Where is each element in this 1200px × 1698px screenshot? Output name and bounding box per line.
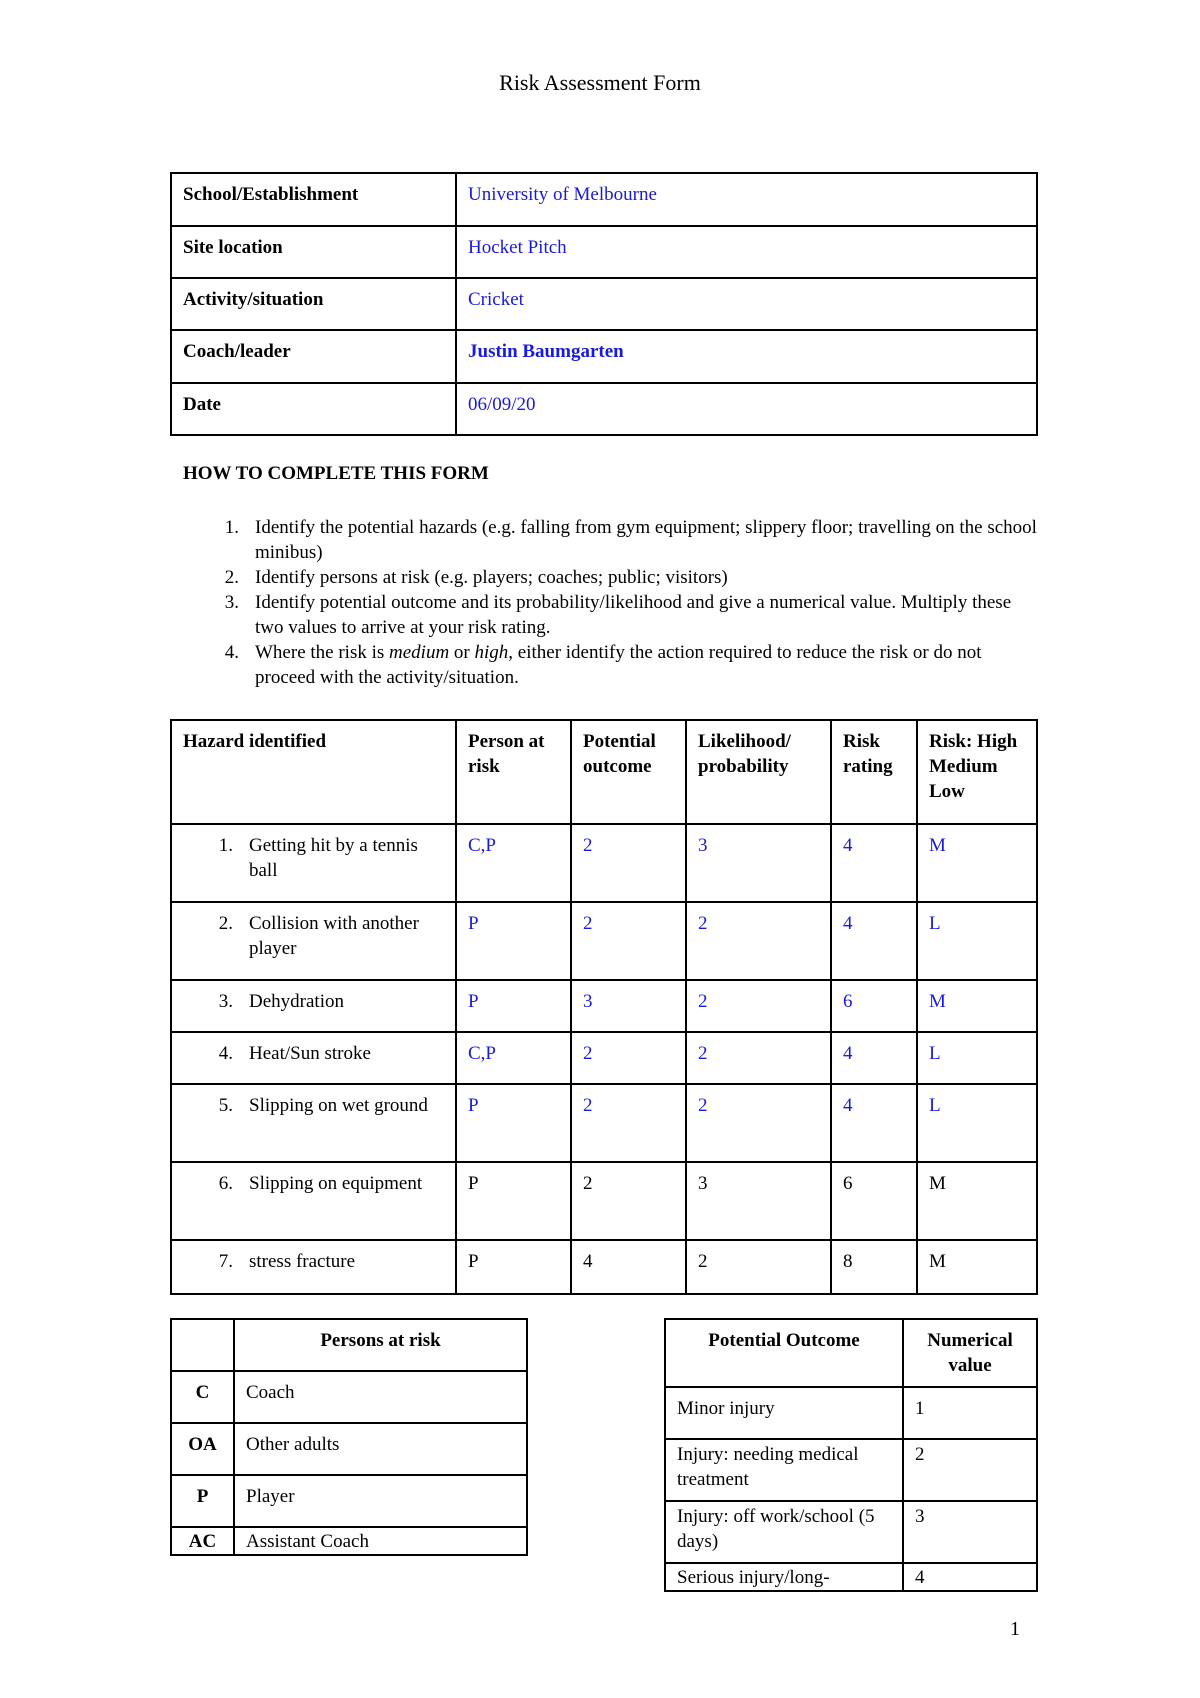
header-level-text: Risk: High Medium Low [929,731,1018,802]
header-likelihood: Likelihood/ probability [686,720,831,824]
hazard-cell [171,1162,456,1240]
list-item [183,565,1043,590]
person-code: AC [171,1527,234,1555]
info-label: Site location [171,226,456,278]
page-title: Risk Assessment Form [499,70,701,95]
table-row [665,1563,1037,1591]
rating-cell[interactable]: 6 [831,980,917,1032]
table-row [665,1439,1037,1501]
outcome-name: Injury: off work/school (5 days) [665,1501,903,1563]
header-outcome: Potential outcome [571,720,686,824]
persons-header: Persons at risk [234,1319,527,1371]
person-code: OA [171,1423,234,1475]
likelihood-cell[interactable]: 3 [686,1162,831,1240]
page-number: 1 [1010,1618,1020,1640]
header-rating: Risk rating [831,720,917,824]
person-cell[interactable]: P [456,1162,571,1240]
table-row [171,1240,1037,1294]
likelihood-cell[interactable]: 3 [686,824,831,902]
hazard-cell [171,902,456,980]
info-table [170,172,1038,436]
hazard-number: 1. [218,835,233,856]
list-item [183,640,1043,690]
info-label: Activity/situation [171,278,456,330]
hazard-text: Collision with another player [249,913,419,959]
level-cell[interactable]: L [917,902,1037,980]
step-number: 1. [224,517,239,538]
table-row [171,1371,527,1423]
outcome-cell[interactable]: 4 [571,1240,686,1294]
emphasis-medium: medium [389,642,450,663]
table-row [665,1501,1037,1563]
step-text-part: , either identify the action required to reduce the risk or do not proceed with the activity/situation. [255,642,982,688]
person-name: Other adults [234,1423,527,1475]
outcome-cell[interactable]: 2 [571,1162,686,1240]
person-cell[interactable]: P [456,1084,571,1162]
info-value[interactable]: University of Melbourne [456,173,1037,226]
hazard-text: Getting hit by a tennis ball [249,835,418,881]
info-row [171,383,1037,435]
hazard-cell [171,824,456,902]
persons-legend-table [170,1318,528,1556]
rating-cell[interactable]: 6 [831,1162,917,1240]
hazard-number: 2. [218,913,233,934]
legend-header-row [171,1319,527,1371]
table-row [171,980,1037,1032]
person-cell[interactable]: C,P [456,824,571,902]
info-value[interactable]: Hocket Pitch [456,226,1037,278]
outcome-cell[interactable]: 3 [571,980,686,1032]
rating-cell[interactable]: 8 [831,1240,917,1294]
info-label: Date [171,383,456,435]
outcome-value: 4 [903,1563,1037,1591]
hazard-text: Slipping on equipment [249,1173,423,1194]
info-row [171,278,1037,330]
hazard-cell [171,980,456,1032]
info-label: Coach/leader [171,330,456,383]
likelihood-cell[interactable]: 2 [686,1084,831,1162]
person-code: P [171,1475,234,1527]
rating-cell[interactable]: 4 [831,1032,917,1084]
list-item [183,515,1043,565]
step-number: 3. [224,592,239,613]
outcome-cell[interactable]: 2 [571,824,686,902]
step-number: 2. [224,567,239,588]
table-row [171,1423,527,1475]
step-text: Identify potential outcome and its probability/likelihood and give a numerical value. Multiply these two values to arrive at your risk rating. [255,592,1012,638]
outcome-name: Minor injury [665,1387,903,1439]
hazard-text: Heat/Sun stroke [249,1043,371,1064]
likelihood-cell[interactable]: 2 [686,902,831,980]
info-value[interactable]: Cricket [456,278,1037,330]
step-text-part: or [449,642,475,663]
hazard-number: 4. [218,1043,233,1064]
hazard-cell [171,1240,456,1294]
table-row [171,902,1037,980]
table-row [171,1032,1037,1084]
table-row [171,1475,527,1527]
level-cell[interactable]: M [917,1240,1037,1294]
level-cell[interactable]: L [917,1084,1037,1162]
outcome-cell[interactable]: 2 [571,902,686,980]
person-cell[interactable]: C,P [456,1032,571,1084]
outcome-value: 1 [903,1387,1037,1439]
rating-cell[interactable]: 4 [831,824,917,902]
outcome-value: 3 [903,1501,1037,1563]
hazard-text: stress fracture [249,1251,356,1272]
step-text: Identify persons at risk (e.g. players; coaches; public; visitors) [255,567,728,588]
outcome-cell[interactable]: 2 [571,1084,686,1162]
list-item [183,590,1043,640]
outcome-value: 2 [903,1439,1037,1501]
legend-blank-cell [171,1319,234,1371]
person-name: Player [234,1475,527,1527]
rating-cell[interactable]: 4 [831,902,917,980]
value-header: Numerical value [903,1319,1037,1387]
info-row [171,226,1037,278]
person-code: C [171,1371,234,1423]
step-number: 4. [224,642,239,663]
hazard-number: 3. [218,991,233,1012]
level-cell[interactable]: M [917,980,1037,1032]
hazard-number: 7. [218,1251,233,1272]
info-value[interactable]: 06/09/20 [456,383,1037,435]
info-row [171,173,1037,226]
hazard-cell [171,1084,456,1162]
level-cell[interactable]: L [917,1032,1037,1084]
outcome-legend-table [664,1318,1038,1592]
person-cell[interactable]: P [456,902,571,980]
outcome-cell[interactable]: 2 [571,1032,686,1084]
hazard-number: 6. [218,1173,233,1194]
header-hazard: Hazard identified [171,720,456,824]
emphasis-high: high [474,642,509,663]
hazard-text: Slipping on wet ground [249,1095,428,1116]
hazard-text: Dehydration [249,991,344,1012]
table-row [171,1162,1037,1240]
person-cell[interactable]: P [456,1240,571,1294]
table-row [171,1084,1037,1162]
table-row [665,1387,1037,1439]
person-name: Coach [234,1371,527,1423]
table-row [171,1527,527,1555]
legend-header-row [665,1319,1037,1387]
hazard-cell [171,1032,456,1084]
person-name: Assistant Coach [234,1527,527,1555]
hazard-number: 5. [218,1095,233,1116]
header-level [917,720,1037,824]
header-person: Person at risk [456,720,571,824]
info-value[interactable]: Justin Baumgarten [456,330,1037,383]
rating-cell[interactable]: 4 [831,1084,917,1162]
info-row [171,330,1037,383]
likelihood-cell[interactable]: 2 [686,1032,831,1084]
level-cell[interactable]: M [917,1162,1037,1240]
outcome-header: Potential Outcome [665,1319,903,1387]
likelihood-cell[interactable]: 2 [686,1240,831,1294]
level-cell[interactable]: M [917,824,1037,902]
hazard-table [170,719,1038,1295]
step-text: Identify the potential hazards (e.g. falling from gym equipment; slippery floor; travelling on the school minibus) [255,517,1037,563]
step-text-part: Where the risk is [255,642,390,663]
hazard-header-row [171,720,1037,824]
outcome-name: Injury: needing medical treatment [665,1439,903,1501]
howto-heading: HOW TO COMPLETE THIS FORM [183,463,489,484]
info-label: School/Establishment [171,173,456,226]
table-row [171,824,1037,902]
person-cell[interactable]: P [456,980,571,1032]
howto-steps [183,515,1043,690]
likelihood-cell[interactable]: 2 [686,980,831,1032]
step-text [255,640,1043,690]
outcome-name: Serious injury/long- [665,1563,903,1591]
